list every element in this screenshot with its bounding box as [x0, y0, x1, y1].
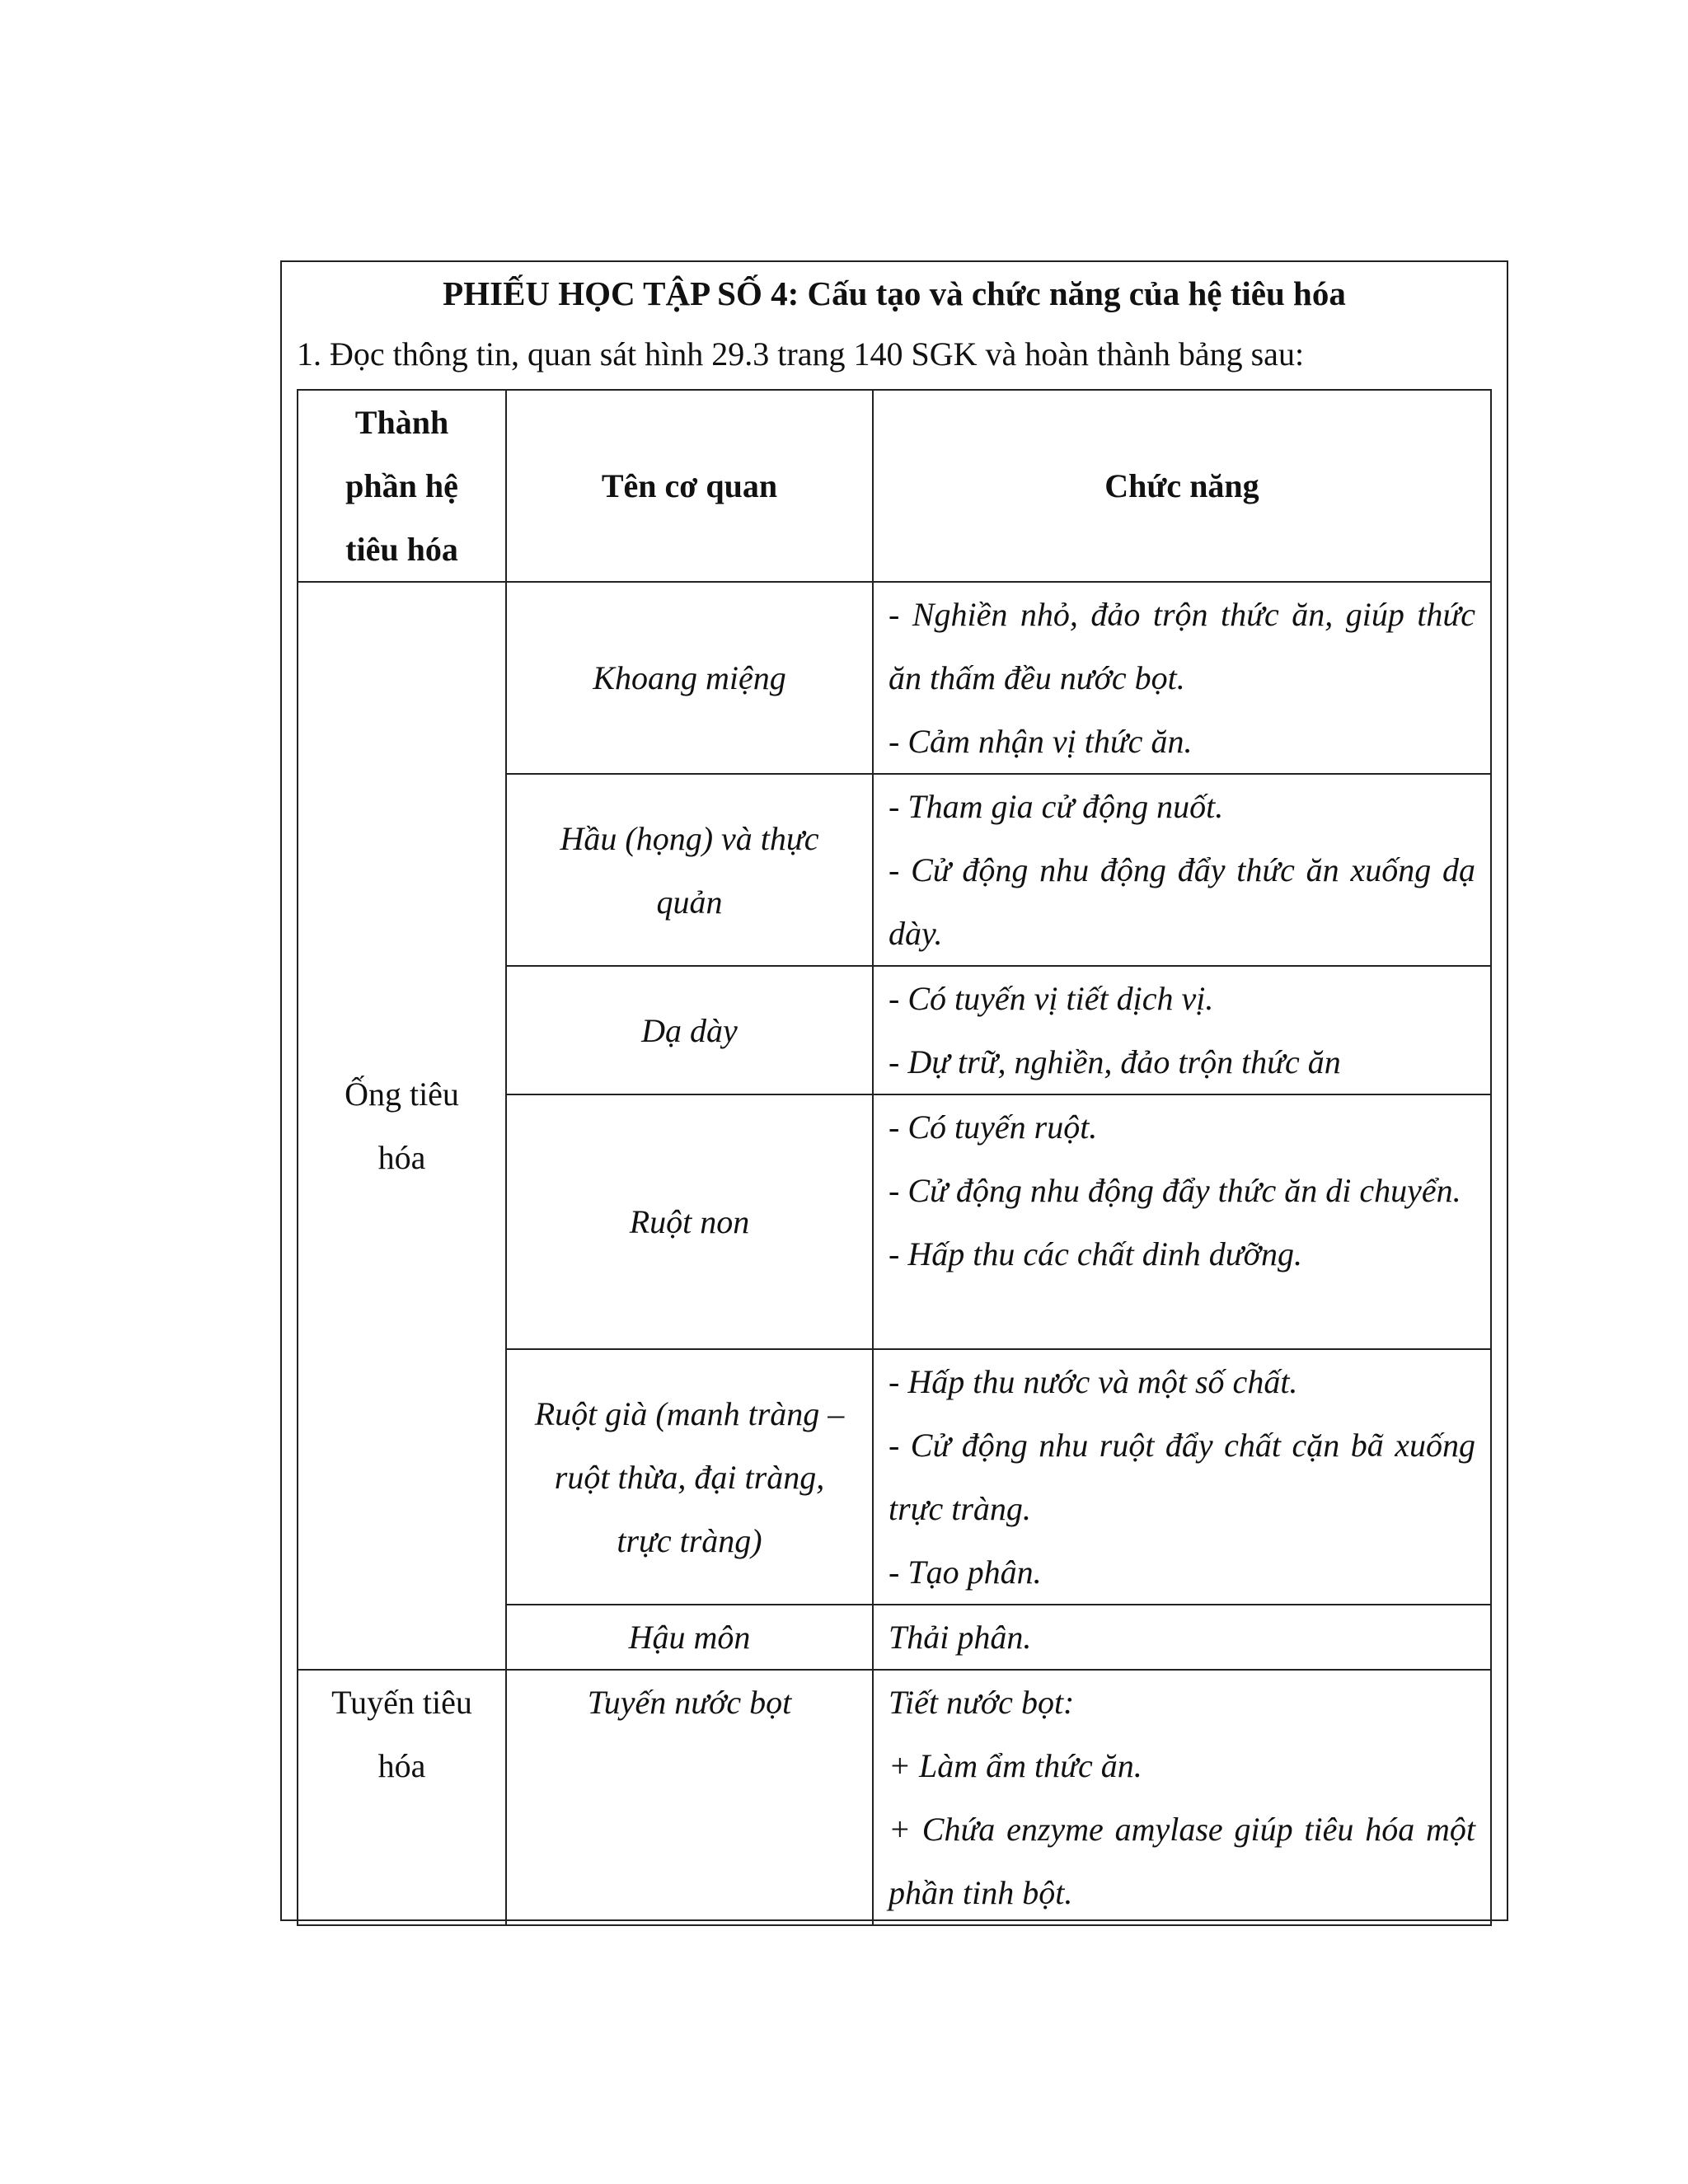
component-digestive-tract: Ống tiêu hóa [298, 582, 506, 1670]
function-cell [873, 966, 1491, 1094]
function-line: - Cảm nhận vị thức ăn. [889, 723, 1193, 760]
function-line: - Có tuyến vị tiết dịch vị. [889, 980, 1214, 1017]
function-cell [873, 582, 1491, 774]
function-line: - Dự trữ, nghiền, đảo trộn thức ăn [889, 1043, 1341, 1080]
worksheet-frame [280, 260, 1508, 1921]
function-line: + Làm ẩm thức ăn. [889, 1747, 1142, 1784]
function-line: - Tạo phân. [889, 1554, 1042, 1591]
header-component: Thành phần hệ tiêu hóa [298, 390, 506, 582]
function-line: - Cử động nhu ruột đẩy chất cặn bã xuống trực tràng. [889, 1427, 1475, 1527]
function-cell [873, 1349, 1491, 1605]
function-line: + Chứa enzyme amylase giúp tiêu hóa một phần tinh bột. [889, 1811, 1475, 1911]
instruction-text: 1. Đọc thông tin, quan sát hình 29.3 trang 140 SGK và hoàn thành bảng sau: [297, 335, 1305, 373]
function-line: - Hấp thu nước và một số chất. [889, 1363, 1298, 1400]
organ-cell: Hầu (họng) và thực quản [506, 774, 873, 966]
function-line: - Cử động nhu động đẩy thức ăn xuống dạ dày. [889, 851, 1475, 952]
function-cell [873, 1094, 1491, 1349]
organ-cell: Hậu môn [506, 1605, 873, 1670]
table-row [298, 1670, 1491, 1925]
header-organ: Tên cơ quan [506, 390, 873, 582]
function-line: - Tham gia cử động nuốt. [889, 788, 1224, 825]
component-digestive-glands: Tuyến tiêu hóa [298, 1670, 506, 1925]
organ-cell: Khoang miệng [506, 582, 873, 774]
function-cell [873, 774, 1491, 966]
organ-cell: Dạ dày [506, 966, 873, 1094]
function-line: - Hấp thu các chất dinh dưỡng. [889, 1235, 1302, 1272]
organ-function-table [297, 389, 1492, 1926]
function-cell [873, 1605, 1491, 1670]
worksheet-title: PHIẾU HỌC TẬP SỐ 4: Cấu tạo và chức năng của hệ tiêu hóa [443, 274, 1346, 312]
table-header-row [298, 390, 1491, 582]
organ-cell: Ruột non [506, 1094, 873, 1349]
function-line: - Cử động nhu động đẩy thức ăn di chuyển. [889, 1172, 1461, 1209]
organ-cell: Tuyến nước bọt [506, 1670, 873, 1925]
organ-cell: Ruột già (manh tràng – ruột thừa, đại tràng, trực tràng) [506, 1349, 873, 1605]
function-line: Thải phân. [889, 1619, 1032, 1656]
table-row [298, 582, 1491, 774]
function-cell [873, 1670, 1491, 1925]
function-line: - Nghiền nhỏ, đảo trộn thức ăn, giúp thức ăn thấm đều nước bọt. [889, 596, 1475, 696]
header-function: Chức năng [873, 390, 1491, 582]
function-line: Tiết nước bọt: [889, 1684, 1075, 1721]
function-line: - Có tuyến ruột. [889, 1108, 1098, 1146]
